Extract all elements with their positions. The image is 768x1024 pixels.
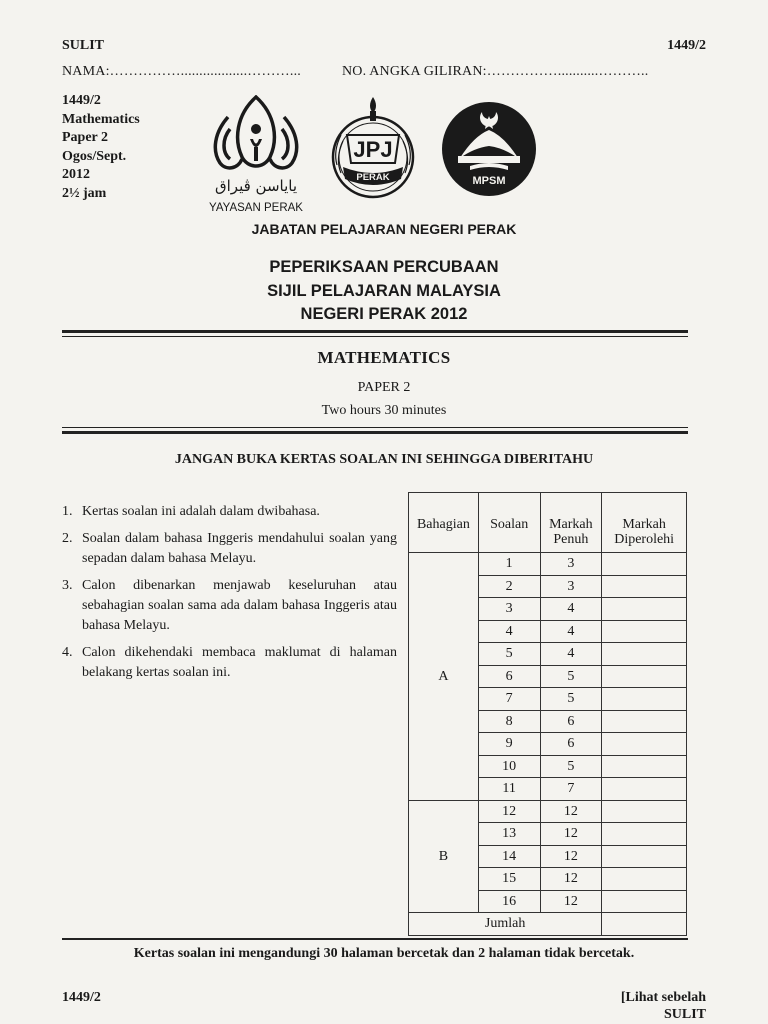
- divider: [62, 336, 688, 337]
- info-subject: Mathematics: [62, 111, 140, 127]
- total-score-cell: [602, 913, 687, 936]
- instruction-item: [62, 576, 397, 636]
- mpsm-label: MPSM: [472, 175, 506, 187]
- sulit-label: SULIT: [62, 38, 105, 53]
- full-marks-cell: 5: [540, 688, 602, 711]
- header-bahagian: Bahagian: [409, 517, 479, 553]
- marks-obtained-cell: [602, 575, 687, 598]
- full-marks-cell: 12: [540, 868, 602, 891]
- question-number-cell: 11: [478, 778, 540, 801]
- marks-obtained-cell: [602, 710, 687, 733]
- header-soalan: Soalan: [478, 517, 540, 553]
- divider: [62, 431, 688, 434]
- info-year: 2012: [62, 167, 90, 182]
- marks-obtained-cell: [602, 665, 687, 688]
- yayasan-arabic-text: ياياسن ڤيراق: [214, 177, 298, 195]
- jpn-crest-icon: [325, 95, 421, 203]
- yayasan-label: YAYASAN PERAK: [209, 202, 303, 214]
- question-number-cell: 5: [478, 643, 540, 666]
- marks-obtained-cell: [602, 553, 687, 576]
- question-number-cell: 6: [478, 665, 540, 688]
- footer-paper-code: 1449/2: [62, 990, 101, 1005]
- marks-obtained-cell: [602, 733, 687, 756]
- full-marks-cell: 4: [540, 598, 602, 621]
- instruction-text: Soalan dalam bahasa Inggeris mendahului soalan yang sepadan dalam bahasa Melayu.: [82, 531, 397, 566]
- full-marks-cell: 4: [540, 643, 602, 666]
- full-marks-cell: 4: [540, 620, 602, 643]
- table-row: [409, 553, 687, 576]
- full-marks-cell: 6: [540, 710, 602, 733]
- marks-obtained-cell: [602, 868, 687, 891]
- instruction-number: 3.: [62, 578, 73, 593]
- instruction-text: Calon dikehendaki membaca maklumat di halaman belakang kertas soalan ini.: [82, 645, 397, 680]
- instruction-number: 2.: [62, 531, 73, 546]
- question-number-cell: 4: [478, 620, 540, 643]
- marks-obtained-cell: [602, 890, 687, 913]
- footer-sulit-label: SULIT: [663, 1007, 706, 1022]
- mpsm-emblem-icon: [440, 100, 538, 198]
- table-header-row: [409, 517, 687, 553]
- info-code: 1449/2: [62, 93, 101, 108]
- question-number-cell: 14: [478, 845, 540, 868]
- question-number-cell: 3: [478, 598, 540, 621]
- marks-table: [408, 492, 687, 936]
- divider: [62, 330, 688, 333]
- department-title: JABATAN PELAJARAN NEGERI PERAK: [251, 221, 517, 237]
- question-number-cell: 8: [478, 710, 540, 733]
- instruction-item: [62, 529, 397, 569]
- full-marks-cell: 12: [540, 800, 602, 823]
- exam-title-line-3: NEGERI PERAK 2012: [300, 305, 468, 323]
- do-not-open-warning: JANGAN BUKA KERTAS SOALAN INI SEHINGGA DIBERITAHU: [174, 452, 594, 467]
- table-header-spacer: [409, 493, 687, 517]
- info-paper: Paper 2: [62, 130, 109, 145]
- question-number-cell: 7: [478, 688, 540, 711]
- marks-obtained-cell: [602, 688, 687, 711]
- paper-info: [62, 92, 140, 203]
- marks-obtained-cell: [602, 823, 687, 846]
- full-marks-cell: 5: [540, 755, 602, 778]
- full-marks-cell: 12: [540, 845, 602, 868]
- jpn-label: PERAK: [356, 172, 390, 183]
- full-marks-cell: 12: [540, 890, 602, 913]
- table-row: [409, 800, 687, 823]
- instruction-number: 4.: [62, 645, 73, 660]
- info-month: Ogos/Sept.: [62, 148, 127, 164]
- yayasan-perak-logo: [206, 95, 306, 215]
- paper-label: PAPER 2: [357, 380, 411, 395]
- paper-code: 1449/2: [667, 38, 706, 53]
- question-number-cell: 10: [478, 755, 540, 778]
- full-marks-cell: 5: [540, 665, 602, 688]
- svg-text:JPJ: JPJ: [353, 137, 393, 162]
- full-marks-cell: 6: [540, 733, 602, 756]
- turn-over-label: [Lihat sebelah: [620, 990, 706, 1005]
- jpn-perak-logo: [325, 95, 421, 203]
- full-marks-cell: 7: [540, 778, 602, 801]
- name-field: NAMA:……………..................………...: [62, 64, 301, 79]
- instruction-text: Calon dibenarkan menjawab keseluruhan atau sebahagian soalan sama ada dalam bahasa Inggeris atau bahasa Melayu.: [82, 578, 397, 633]
- marks-obtained-cell: [602, 845, 687, 868]
- instruction-item: [62, 502, 397, 522]
- yayasan-emblem-icon: [206, 95, 306, 215]
- header-markah-diperolehi: Markah Diperolehi: [602, 517, 687, 553]
- question-number-cell: 9: [478, 733, 540, 756]
- header-markah-penuh: Markah Penuh: [540, 517, 602, 553]
- marks-obtained-cell: [602, 800, 687, 823]
- full-marks-cell: 3: [540, 575, 602, 598]
- question-number-cell: 15: [478, 868, 540, 891]
- exam-title-line-2: SIJIL PELAJARAN MALAYSIA: [267, 282, 501, 300]
- marks-obtained-cell: [602, 755, 687, 778]
- question-number-cell: 2: [478, 575, 540, 598]
- info-duration: 2½ jam: [62, 185, 107, 201]
- table-total-row: [409, 913, 687, 936]
- marks-obtained-cell: [602, 778, 687, 801]
- instruction-number: 1.: [62, 504, 73, 519]
- duration-label: Two hours 30 minutes: [321, 403, 447, 418]
- instruction-item: [62, 643, 397, 683]
- marks-obtained-cell: [602, 643, 687, 666]
- section-cell: B: [409, 800, 479, 913]
- instructions-list: [62, 502, 397, 690]
- question-number-cell: 16: [478, 890, 540, 913]
- marks-obtained-cell: [602, 598, 687, 621]
- question-number-cell: 12: [478, 800, 540, 823]
- total-label: Jumlah: [409, 913, 602, 936]
- marks-obtained-cell: [602, 620, 687, 643]
- page-count-note: Kertas soalan ini mengandungi 30 halaman bercetak dan 2 halaman tidak bercetak.: [133, 946, 635, 961]
- question-number-cell: 13: [478, 823, 540, 846]
- full-marks-cell: 12: [540, 823, 602, 846]
- mpsm-logo: [440, 100, 538, 198]
- exam-title-line-1: PEPERIKSAAN PERCUBAAN: [269, 258, 499, 276]
- instruction-text: Kertas soalan ini adalah dalam dwibahasa.: [82, 504, 320, 519]
- full-marks-cell: 3: [540, 553, 602, 576]
- question-number-cell: 1: [478, 553, 540, 576]
- divider: [62, 427, 688, 428]
- section-cell: A: [409, 553, 479, 801]
- divider: [62, 938, 688, 940]
- subject-title: MATHEMATICS: [317, 348, 451, 367]
- index-number-field: NO. ANGKA GILIRAN:……………...........………..: [342, 64, 649, 79]
